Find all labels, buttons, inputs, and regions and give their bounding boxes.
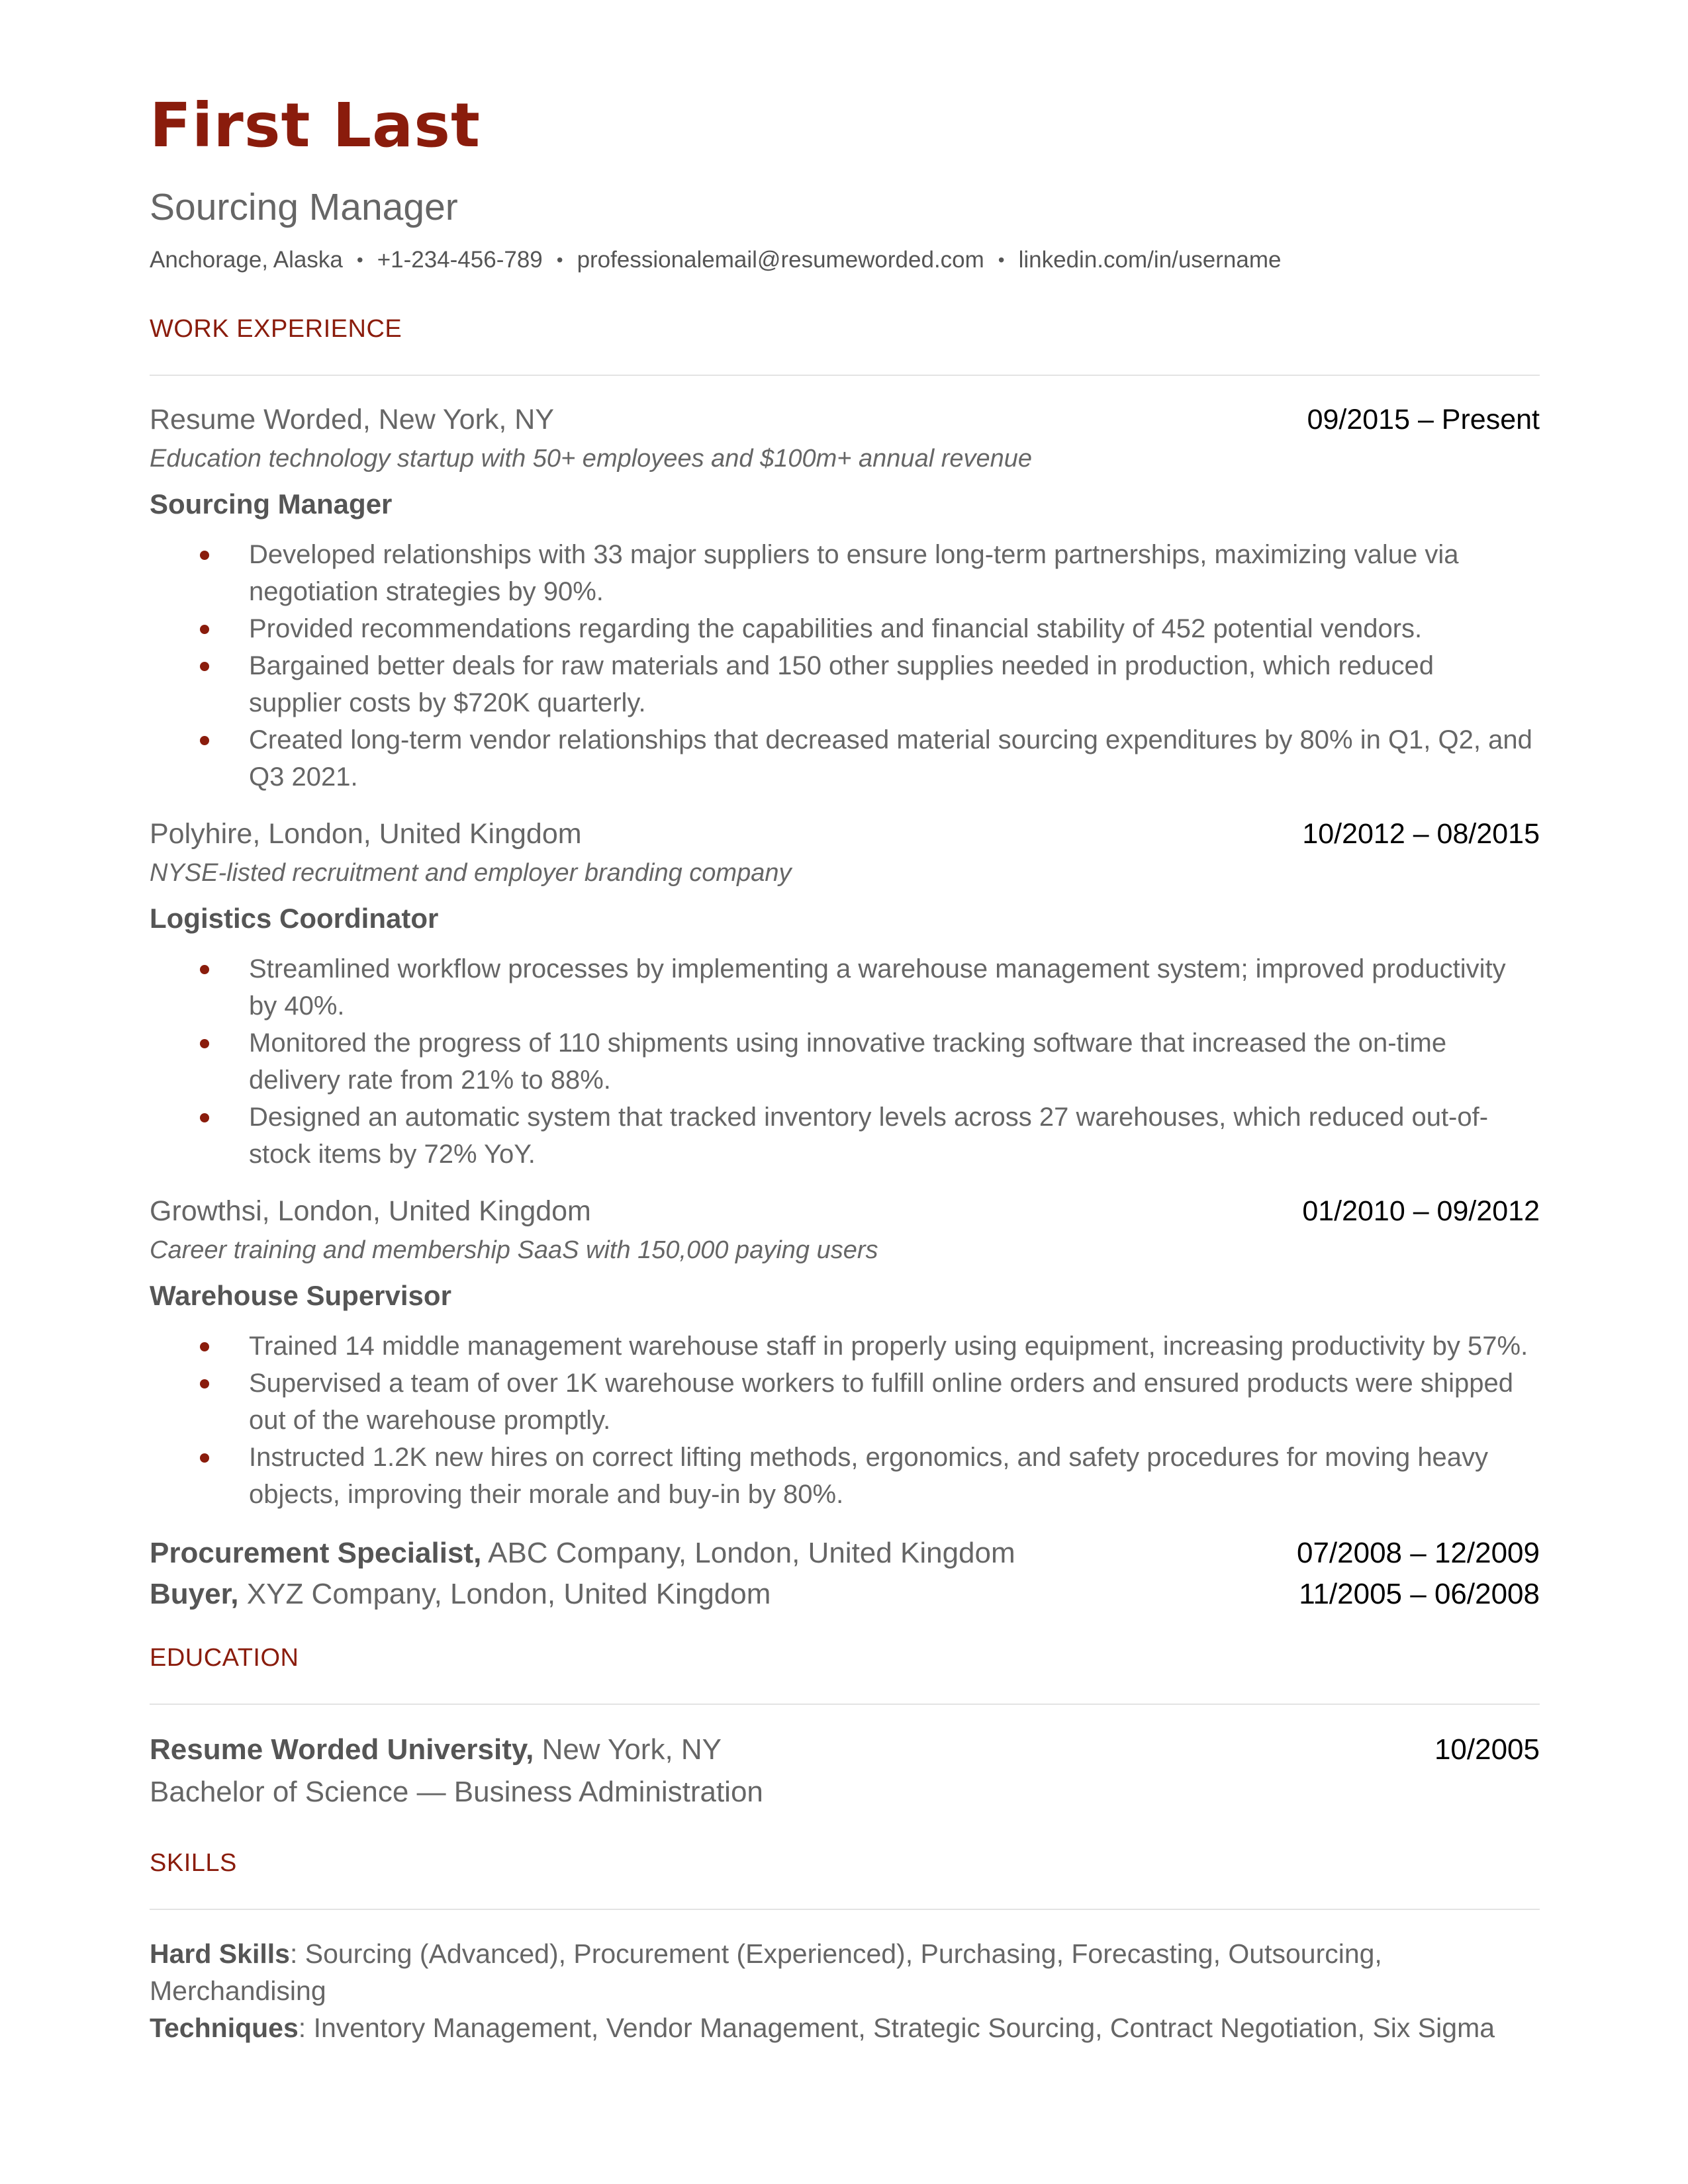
job-entry xyxy=(150,401,1540,796)
bullet-icon xyxy=(200,551,209,560)
achievement-item: Developed relationships with 33 major suppliers to ensure long-term partnerships, maximizing value via negotiation strategies by 90%. xyxy=(150,536,1540,610)
contact-location: Anchorage, Alaska xyxy=(150,247,343,273)
bullet-icon xyxy=(200,625,209,634)
job-role: Logistics Coordinator xyxy=(150,903,439,934)
candidate-title: Sourcing Manager xyxy=(150,186,458,228)
skill-values: : Inventory Management, Vendor Management, Strategic Sourcing, Contract Negotiation, Six Sigma xyxy=(298,2013,1495,2043)
education-section xyxy=(150,1641,1540,1813)
earlier-role-row xyxy=(150,1533,1540,1574)
skills-section xyxy=(150,1846,1540,2046)
contact-phone: +1-234-456-789 xyxy=(377,247,543,273)
job-header xyxy=(150,815,1540,852)
job-entry xyxy=(150,815,1540,1173)
section-title-work: WORK EXPERIENCE xyxy=(150,315,402,343)
section-title-skills: SKILLS xyxy=(150,1849,237,1877)
work-section xyxy=(150,312,1540,1615)
achievement-item: Trained 14 middle management warehouse staff in properly using equipment, increasing productivity by 57%. xyxy=(150,1328,1540,1365)
achievement-item: Instructed 1.2K new hires on correct lifting methods, ergonomics, and safety procedures for moving heavy objects, improving their morale and buy-in by 80%. xyxy=(150,1439,1540,1513)
section-divider xyxy=(150,1704,1540,1705)
resume-page xyxy=(150,86,1540,2046)
job-dates: 01/2010 – 09/2012 xyxy=(1302,1195,1540,1227)
achievement-item: Created long-term vendor relationships that decreased material sourcing expenditures by 80% in Q1, Q2, and Q3 2021. xyxy=(150,721,1540,796)
earlier-role-title: Procurement Specialist, xyxy=(150,1537,482,1569)
separator-dot: • xyxy=(556,250,563,270)
job-role: Sourcing Manager xyxy=(150,488,393,520)
earlier-role-row xyxy=(150,1574,1540,1615)
contact-email[interactable]: professionalemail@resumeworded.com xyxy=(577,247,984,273)
job-company: Growthsi, London, United Kingdom xyxy=(150,1195,591,1227)
job-company: Resume Worded, New York, NY xyxy=(150,404,555,435)
skill-line-techniques xyxy=(150,2009,1540,2046)
contact-line xyxy=(150,245,1540,275)
school-location: New York, NY xyxy=(541,1733,722,1766)
section-title-education: EDUCATION xyxy=(150,1644,299,1672)
achievement-list xyxy=(150,950,1540,1173)
bullet-icon xyxy=(200,1379,209,1388)
job-dates: 09/2015 – Present xyxy=(1307,404,1540,435)
school-name: Resume Worded University, xyxy=(150,1733,534,1766)
job-header xyxy=(150,401,1540,438)
job-company: Polyhire, London, United Kingdom xyxy=(150,818,582,850)
bullet-icon xyxy=(200,1039,209,1048)
bullet-icon xyxy=(200,662,209,671)
earlier-role-company: ABC Company, London, United Kingdom xyxy=(488,1537,1015,1569)
earlier-roles xyxy=(150,1533,1540,1615)
job-dates: 10/2012 – 08/2015 xyxy=(1302,818,1540,850)
contact-linkedin[interactable]: linkedin.com/in/username xyxy=(1018,247,1282,273)
education-header xyxy=(150,1729,1540,1771)
achievement-item: Designed an automatic system that tracked inventory levels across 27 warehouses, which reduced out-of-stock items by 72% YoY. xyxy=(150,1099,1540,1173)
bullet-icon xyxy=(200,1113,209,1122)
company-description: Education technology startup with 50+ employees and $100m+ annual revenue xyxy=(150,445,1033,473)
bullet-icon xyxy=(200,1342,209,1351)
earlier-role-title: Buyer, xyxy=(150,1578,239,1610)
bullet-icon xyxy=(200,965,209,974)
achievement-list xyxy=(150,1328,1540,1513)
achievement-item: Bargained better deals for raw materials and 150 other supplies needed in production, which reduced supplier costs by $720K quarterly. xyxy=(150,647,1540,721)
skill-values: : Sourcing (Advanced), Procurement (Experienced), Purchasing, Forecasting, Outsourcing, Merchandising xyxy=(150,1938,1382,2006)
bullet-icon xyxy=(200,736,209,745)
section-divider xyxy=(150,1909,1540,1910)
achievement-item: Supervised a team of over 1K warehouse workers to fulfill online orders and ensured products were shipped out of the warehouse promptly. xyxy=(150,1365,1540,1439)
job-role: Warehouse Supervisor xyxy=(150,1280,451,1311)
company-description: NYSE-listed recruitment and employer branding company xyxy=(150,859,792,887)
earlier-role-dates: 11/2005 – 06/2008 xyxy=(1299,1578,1540,1610)
achievement-item: Monitored the progress of 110 shipments using innovative tracking software that increased the on-time delivery rate from 21% to 88%. xyxy=(150,1024,1540,1099)
earlier-role-company: XYZ Company, London, United Kingdom xyxy=(246,1578,771,1610)
degree: Bachelor of Science — Business Administration xyxy=(150,1776,763,1808)
candidate-name: First Last xyxy=(150,90,481,161)
skill-line-hard-skills xyxy=(150,1935,1540,2009)
achievement-list xyxy=(150,536,1540,796)
achievement-item: Streamlined workflow processes by implementing a warehouse management system; improved productivity by 40%. xyxy=(150,950,1540,1024)
bullet-icon xyxy=(200,1453,209,1463)
skills-list xyxy=(150,1935,1540,2046)
company-description: Career training and membership SaaS with 150,000 paying users xyxy=(150,1236,878,1264)
job-entry xyxy=(150,1193,1540,1513)
graduation-date: 10/2005 xyxy=(1434,1733,1540,1766)
achievement-item: Provided recommendations regarding the capabilities and financial stability of 452 potential vendors. xyxy=(150,610,1540,647)
separator-dot: • xyxy=(998,250,1005,270)
skill-label: Hard Skills xyxy=(150,1938,290,1969)
job-header xyxy=(150,1193,1540,1230)
separator-dot: • xyxy=(356,250,363,270)
skill-label: Techniques xyxy=(150,2013,299,2043)
education-entry xyxy=(150,1729,1540,1813)
earlier-role-dates: 07/2008 – 12/2009 xyxy=(1296,1537,1540,1569)
section-divider xyxy=(150,375,1540,376)
